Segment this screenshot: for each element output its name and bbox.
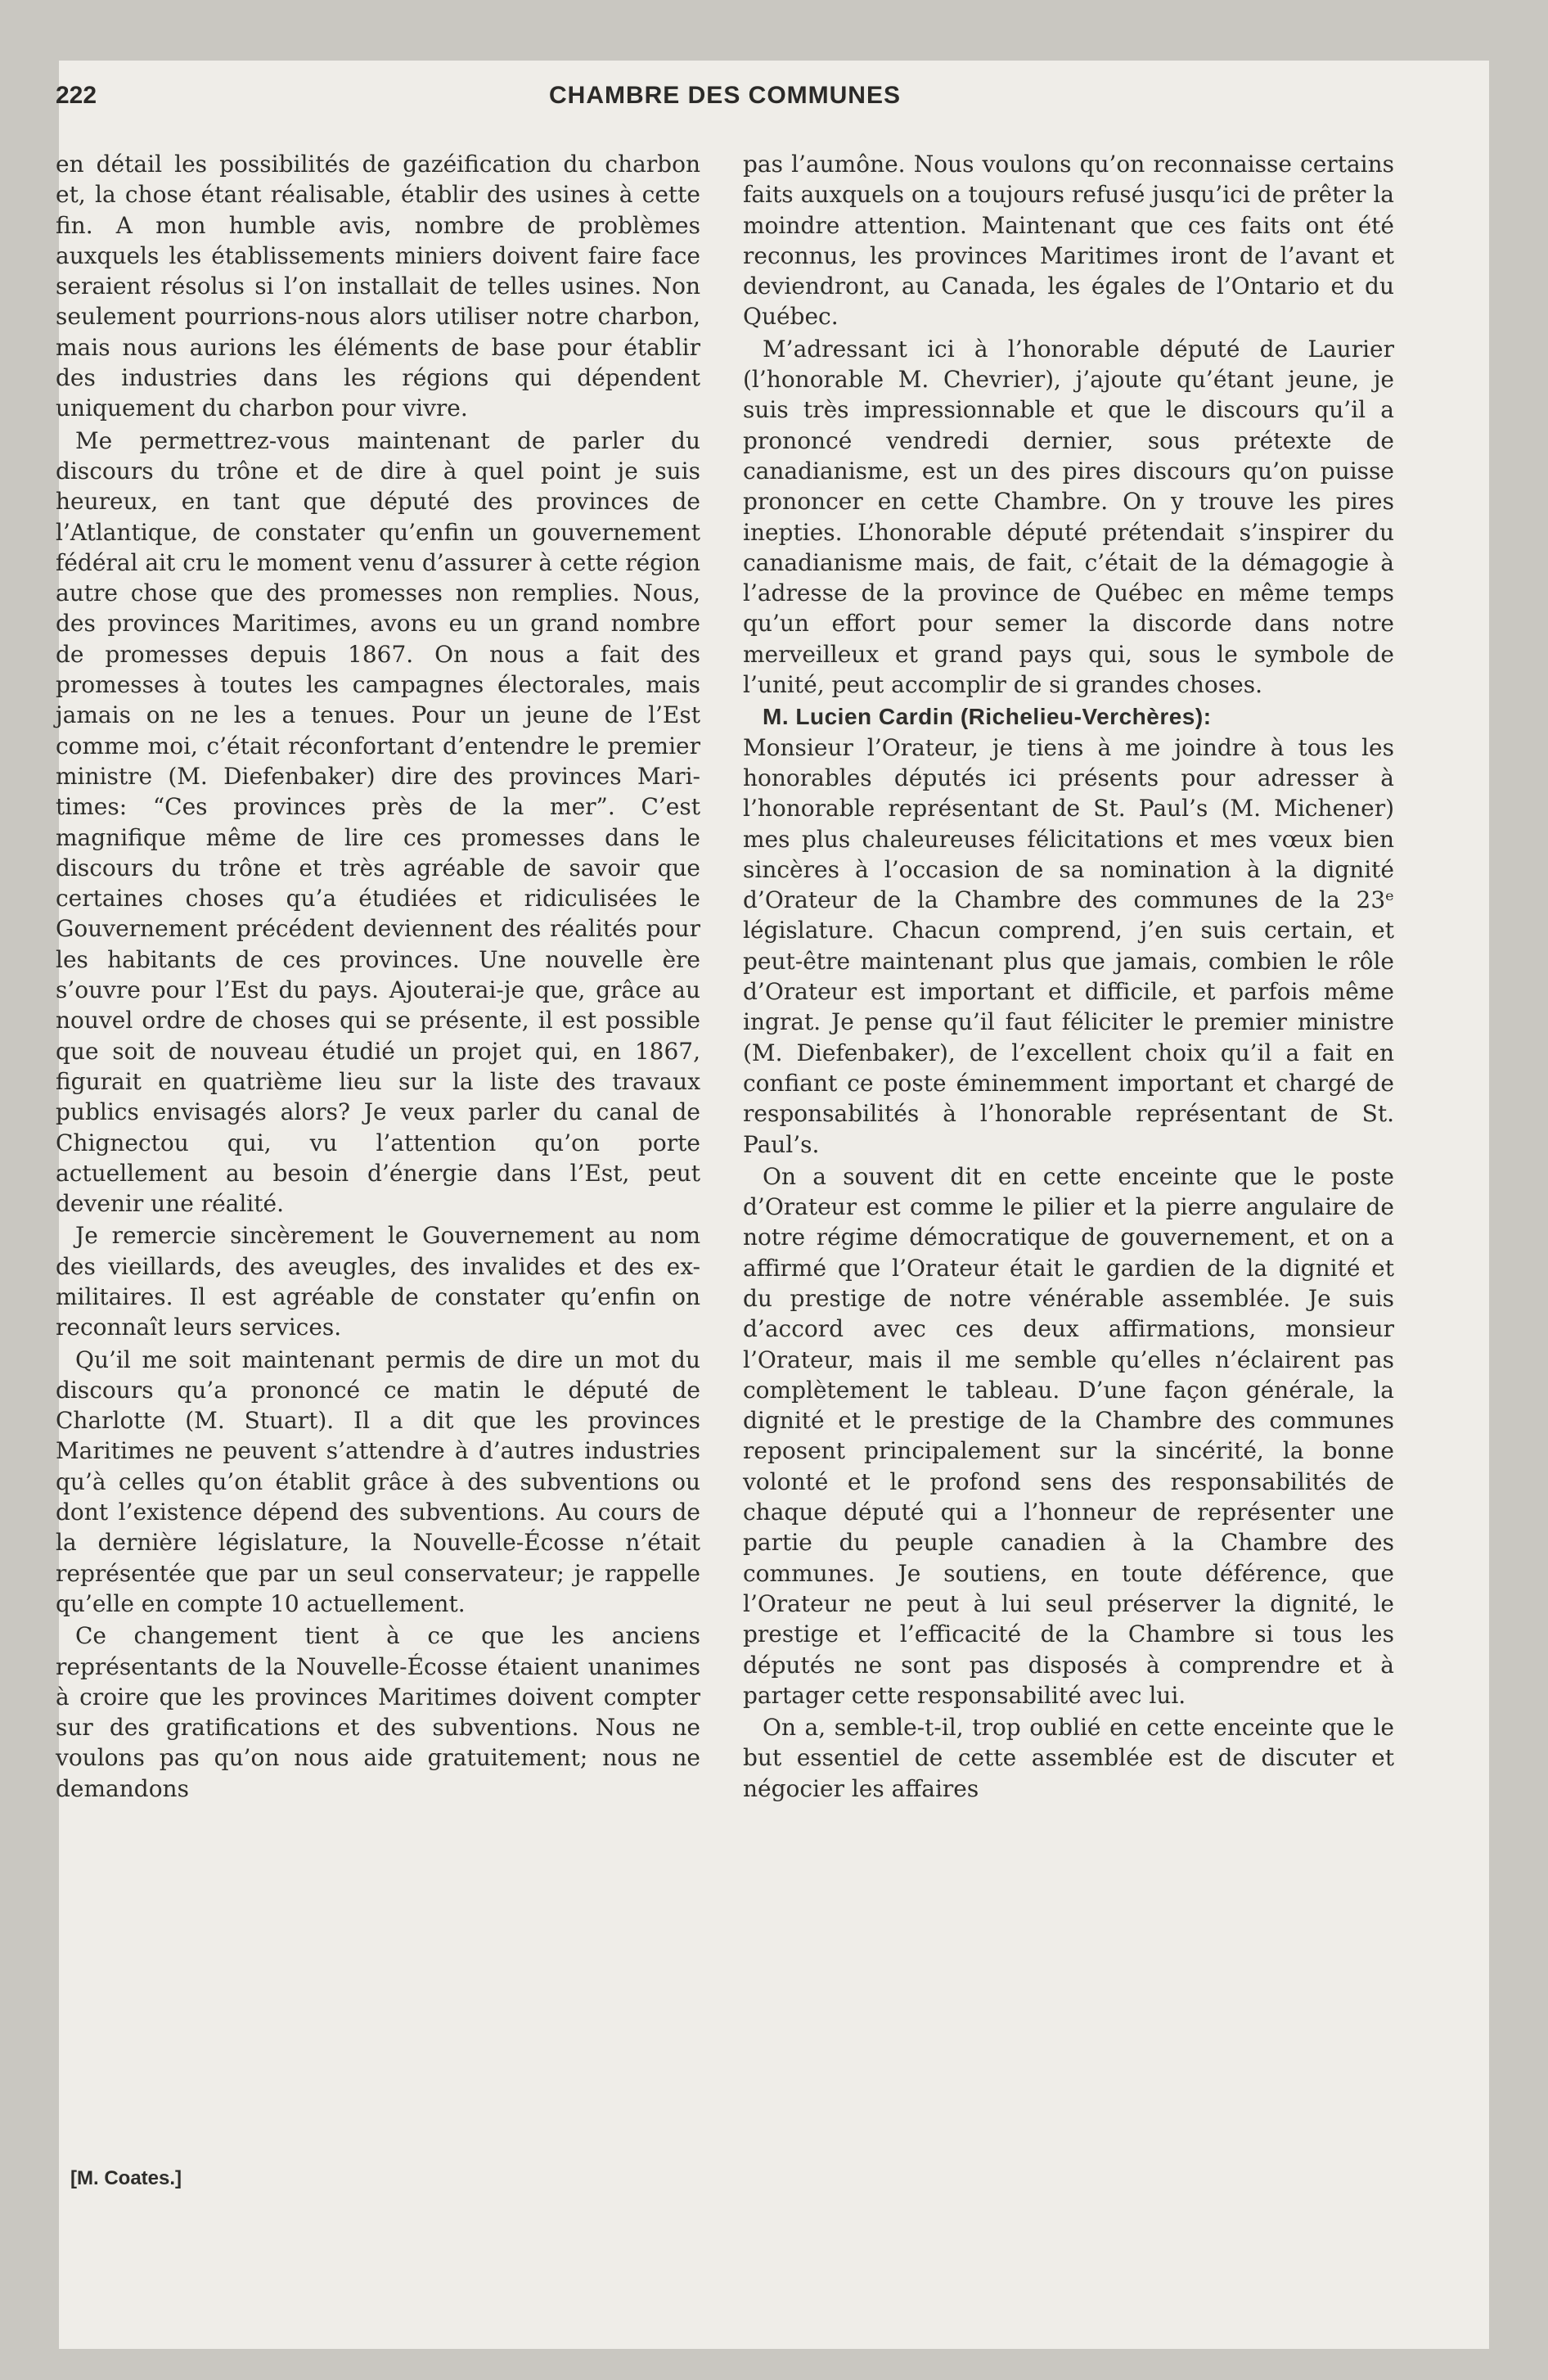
page-number: 222 bbox=[56, 82, 97, 109]
page-header bbox=[56, 82, 1394, 131]
running-head-title: CHAMBRE DES COMMUNES bbox=[548, 82, 901, 109]
speech-text: Monsieur l’Orateur, je tiens à me joindre à tous les honorables députés ici présents pour adresser à l’honorable représentant de St. Paul’s (M. Michener) mes plus chaleureuses félicitations et mes vœux bien sincères à l’occasion de sa nomination à la dignité d’Orateur de la Chambre des communes de la 23ᵉ législature. Chacun comprend, j’en suis certain, et peut-être maintenant plus que jamais, combien le rôle d’Orateur est important et difficile, et parfois même ingrat. Je pense qu’il faut féliciter le premier ministre (M. Diefenbaker), de l’excellent choix qu’il a fait en confiant ce poste éminemment important et chargé de responsabilités à l’honorable représentant de St. Paul’s. bbox=[743, 733, 1394, 1158]
paragraph: en détail les possibilités de gazéification du charbon et, la chose étant réalisable, établir des usines à cette fin. A mon humble avis, nombre de problèmes auxquels les établissements miniers doivent faire face seraient résolus si l’on installait de telles usines. Non seulement pourrions-nous alors utiliser notre charbon, mais nous aurions les éléments de base pour établir des industries dans les régions qui dépendent uniquement du charbon pour vivre. bbox=[56, 151, 700, 422]
paragraph: pas l’aumône. Nous voulons qu’on reconnaisse certains faits auxquels on a toujours refusé jusqu’ici de prêter la moindre attention. Maintenant que ces faits ont été reconnus, les provinces Maritimes iront de l’avant et deviendront, au Canada, les égales de l’Ontario et du Québec. bbox=[743, 151, 1394, 331]
paragraph: Qu’il me soit maintenant permis de dire un mot du discours qu’a prononcé ce matin le député de Charlotte (M. Stuart). Il a dit que les provinces Maritimes ne peuvent s’attendre à d’autres industries qu’à celles qu’on établit grâce à des subventions ou dont l’existence dépend des subventions. Au cours de la dernière législature, la Nouvelle-Écosse n’était représentée que par un seul conservateur; je rappelle qu’elle en compte 10 actuellement. bbox=[56, 1346, 700, 1617]
paragraph: Je remercie sincèrement le Gouvernement au nom des vieillards, des aveugles, des invalides et des ex-militaires. Il est agréable de constater qu’enfin on reconnaît leurs services. bbox=[56, 1222, 700, 1341]
paragraph: Ce changement tient à ce que les anciens représentants de la Nouvelle-Écosse étaient unanimes à croire que les provinces Maritimes doivent compter sur des gratifications et des subventions. Nous ne voulons pas qu’on nous aide gratuitement; nous ne demandons bbox=[56, 1622, 700, 1802]
speaker-paragraph bbox=[743, 701, 1394, 1159]
footer-attribution: [M. Coates.] bbox=[70, 2167, 182, 2189]
right-column bbox=[743, 149, 1394, 1805]
paragraph: On a souvent dit en cette enceinte que le poste d’Orateur est comme le pilier et la pierre angulaire de notre régime démocratique de gouvernement, et on a affirmé que l’Orateur était le gardien de la dignité et du prestige de notre vénérable assemblée. Je suis d’accord avec ces deux affirmations, monsieur l’Orateur, mais il me semble qu’elles n’éclairent pas complètement le tableau. D’une façon générale, la dignité et le prestige de la Chambre des communes reposent principalement sur la sincérité, la bonne volonté et le profond sens des responsabilités de chaque député qui a l’honneur de représenter une partie du peuple canadien à la Chambre des communes. Je soutiens, en toute déférence, que l’Orateur ne peut à lui seul préserver la dignité, le prestige et l’efficacité de la Chambre si tous les députés ne sont pas disposés à comprendre et à partager cette responsabilité avec lui. bbox=[743, 1162, 1394, 1709]
paragraph: Me permettrez-vous maintenant de parler du discours du trône et de dire à quel point je suis heureux, en tant que député des provinces de l’Atlantique, de constater qu’enfin un gouvernement fédéral ait cru le moment venu d’assurer à cette région autre chose que des promesses non remplies. Nous, des provinces Maritimes, avons eu un grand nombre de promesses depuis 1867. On nous a fait des promesses à toutes les campagnes électorales, mais jamais on ne les a tenues. Pour un jeune de l’Est comme moi, c’était réconfortant d’entendre le premier ministre (M. Diefenbaker) dire des provinces Maritimes: “Ces provinces près de la mer”. C’est magnifique même de lire ces promesses dans le discours du trône et très agréable de savoir que certaines choses qu’a étudiées et ridiculisées le Gouvernement précédent deviennent des réalités pour les habitants de ces provinces. Une nouvelle ère s’ouvre pour l’Est du pays. Ajouterai-je que, grâce au nouvel ordre de choses qui se présente, il est possible que soit de nouveau étudié un projet qui, en 1867, figurait en quatrième lieu sur la liste des travaux publics envisagés alors? Je veux parler du canal de Chignectou qui, vu l’attention qu’on porte actuellement au besoin d’énergie dans l’Est, peut devenir une réalité. bbox=[56, 426, 700, 1218]
speaker-name: M. Lucien Cardin (Richelieu-Verchères): bbox=[763, 704, 1212, 730]
left-column bbox=[56, 149, 700, 1805]
paragraph: M’adressant ici à l’honorable député de Laurier (l’honorable M. Chevrier), j’ajoute qu’étant jeune, je suis très impressionnable et que le discours qu’il a prononcé vendredi dernier, sous prétexte de canadianisme, est un des pires discours qu’on puisse prononcer en cette Chambre. On y trouve les pires inepties. L’honorable député prétendait s’inspirer du canadianisme mais, de fait, c’était de la démagogie à l’adresse de la province de Québec en même temps qu’un effort pour semer la discorde dans notre merveilleux et grand pays qui, sous le symbole de l’unité, peut accomplir de si grandes choses. bbox=[743, 335, 1394, 699]
paragraph: On a, semble-t-il, trop oublié en cette enceinte que le but essentiel de cette assemblée est de discuter et négocier les affaires bbox=[743, 1714, 1394, 1802]
